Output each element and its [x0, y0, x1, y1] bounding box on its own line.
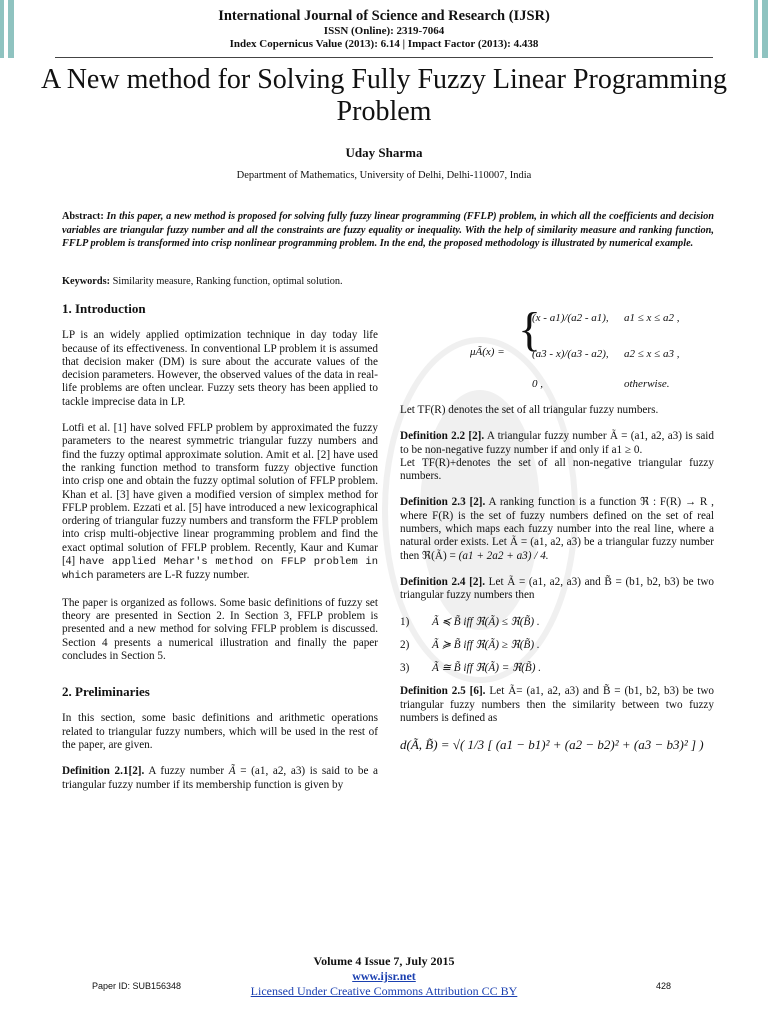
journal-name: International Journal of Science and Research (IJSR): [218, 8, 550, 24]
prelim-paragraph: In this section, some basic definitions and arithmetic operations related to triangular fuzzy numbers, which will be used in the rest of the paper, are given.: [62, 712, 378, 752]
abstract: [62, 210, 714, 251]
def23-label: Definition 2.3 [2].: [400, 496, 486, 509]
keywords-text: Similarity measure, Ranking function, optimal solution.: [112, 276, 343, 287]
similarity-formula: d(Ã, B̃) = √( 1/3 [ (a1 − b1)² + (a2 − b2)² + (a3 − b3)² ] ): [400, 737, 704, 753]
item-number: 3): [400, 662, 410, 675]
issn: ISSN (Online): 2319-7064: [323, 25, 445, 37]
paper-id: Paper ID: SUB156348: [92, 981, 182, 991]
item-expr: Ã ≅ B̃ iff ℜ(Ã) = ℜ(B̃) .: [432, 662, 542, 675]
cond-3: otherwise.: [624, 378, 670, 390]
def22-label: Definition 2.2 [2].: [400, 430, 485, 443]
def23-formula: (a1 + 2a2 + a3) / 4.: [458, 549, 549, 562]
license-link[interactable]: Licensed Under Creative Commons Attribution CC BY: [250, 984, 518, 998]
def22-text: A triangular fuzzy number Ã = (a1, a2, a3) is said to be non-negative fuzzy number if and only if a1 ≥ 0.: [400, 430, 714, 456]
header-divider: [55, 57, 713, 58]
abstract-text: In this paper, a new method is proposed for solving fully fuzzy linear programming (FFLP) problem, in which all the coefficients and decision variables are triangular fuzzy number and all the constraints are fuzzy equality or inequality. With the help of similarity measure and ranking function, FFLP problem is transformed into crisp nonlinear programming problem. In the end, the proposed methodology is illustrated by numerical example.: [62, 211, 715, 249]
volume-issue: Volume 4 Issue 7, July 2015: [313, 954, 455, 968]
def25-a: Let Ã= (a1, a2, a3) and: [489, 685, 600, 698]
left-column: [62, 302, 378, 805]
index-info: Index Copernicus Value (2013): 6.14 | Impact Factor (2013): 4.438: [229, 38, 539, 50]
intro-p2-text: Lotfi et al. [1] have solved FFLP problem by approximated the fuzzy parameters to the nearest symmetric triangular fuzzy numbers and find the fuzzy optimal approximate solution. Amit et al. [2] have used the ranking function method to transform fuzzy objective function into crisp one and obtain the fuzzy optimal solution of FFLP problem. Khan et al. [3] have given a modified version of simplex method for FFLP problem. Ezzati et al. [5] have introduced a new lexicographical ordering of triangular fuzzy numbers and transform the FFLP problem into crisp multi-objective linear programming problem and find the exact optimal solution of FFLP problem. Recently, Kaur and Kumar [4]: [62, 422, 378, 568]
def24-label: Definition 2.4 [2].: [400, 575, 485, 588]
journal-url[interactable]: www.ijsr.net: [352, 969, 416, 983]
keywords-label: Keywords:: [62, 276, 111, 287]
brace: {: [518, 303, 542, 356]
intro-paragraph-3: The paper is organized as follows. Some basic definitions of fuzzy set theory are presented in Section 2. In Section 3, FFLP problem is presented and a new method for solving FFLP problem is discussed. Section 4 presents a numerical illustration and finally the paper concludes in Section 5.: [62, 596, 378, 662]
ordering-item-3: [400, 662, 714, 675]
def21-label: Definition 2.1[2].: [62, 765, 145, 778]
def22: [400, 430, 714, 483]
intro-p2-mono: have applied Mehar's method on FFLP problem in which: [62, 556, 378, 583]
affiliation: Department of Mathematics, University of Delhi, Delhi-110007, India: [236, 170, 532, 181]
tfr-sentence: Let TF(R) denotes the set of all triangular fuzzy numbers.: [400, 404, 659, 416]
def23-text: A ranking function is a function ℜ : F(R) → R , where F(R) is the set of fuzzy numbers defined on the set of real numbers, which maps each fuzzy number into the real line, where a natural order exists. Let Ã = (a1, a2, a3) be a triangular fuzzy number then ℜ(Ã) =: [400, 496, 714, 562]
def25-b: B̃ = (b1, b2, b3) be two triangular fuzzy numbers then the similarity between two fuzzy numbers is defined as: [400, 685, 715, 725]
right-column: [400, 304, 714, 752]
item-number: 2): [400, 638, 410, 651]
def23: [400, 496, 714, 562]
footer: [0, 954, 768, 999]
item-expr: Ã ≽ B̃ iff ℜ(Ã) ≥ ℜ(B̃) .: [432, 638, 540, 651]
cond-2: a2 ≤ x ≤ a3 ,: [624, 348, 680, 360]
def21: Definition 2.1[2]. A fuzzy number Ã = (a1, a2, a3) is said to be a triangular fuzzy number if its membership function is given by: [62, 765, 379, 791]
membership-lhs: μÃ(x) =: [470, 346, 505, 358]
intro-p2-end: parameters are L-R fuzzy number.: [96, 569, 250, 582]
def21-a: A fuzzy number: [148, 765, 225, 778]
def25-label: Definition 2.5 [6].: [400, 685, 486, 698]
paper-title: A New method for Solving Fully Fuzzy Linear Programming Problem: [41, 64, 727, 127]
keywords: [62, 276, 714, 287]
item-number: 1): [400, 615, 410, 628]
case-2: (a3 - x)/(a3 - a2),: [532, 348, 609, 360]
case-3: 0 ,: [532, 378, 543, 390]
tfr-plus: Let TF(R)+denotes the set of all non-negative triangular fuzzy numbers.: [400, 456, 714, 483]
page-number: 428: [656, 981, 672, 991]
def24-text: Let Ã = (a1, a2, a3) and B̃ = (b1, b2, b3) be two triangular fuzzy numbers then: [400, 575, 715, 602]
membership-function: [400, 304, 714, 404]
item-expr: Ã ≼ B̃ iff ℜ(Ã) ≤ ℜ(B̃) .: [432, 615, 540, 628]
journal-header: [0, 8, 768, 51]
def21-b: = (a1, a2, a3) is said to be a triangular fuzzy number if its membership function is given by: [62, 765, 379, 791]
intro-paragraph-2: [62, 422, 378, 584]
def25: [400, 685, 714, 725]
intro-heading: 1. Introduction: [62, 301, 146, 316]
ordering-item-1: [400, 616, 714, 629]
def24: [400, 576, 714, 603]
case-1: (x - a1)/(a2 - a1),: [532, 312, 609, 324]
intro-paragraph-1: LP is an widely applied optimization technique in day today life because of its effectiveness. In conventional LP problem it is assumed that decision maker (DM) is sure about the accurate values of the decision parameters. However, the observed values of the data in real-life problems are often unclear. Fuzzy sets theory has been applied to tackle imprecise data in LP.: [62, 329, 378, 408]
abstract-label: Abstract:: [62, 211, 104, 222]
ordering-item-2: [400, 639, 714, 652]
cond-1: a1 ≤ x ≤ a2 ,: [624, 312, 680, 324]
author: Uday Sharma: [345, 145, 423, 160]
prelim-heading: 2. Preliminaries: [62, 684, 150, 700]
